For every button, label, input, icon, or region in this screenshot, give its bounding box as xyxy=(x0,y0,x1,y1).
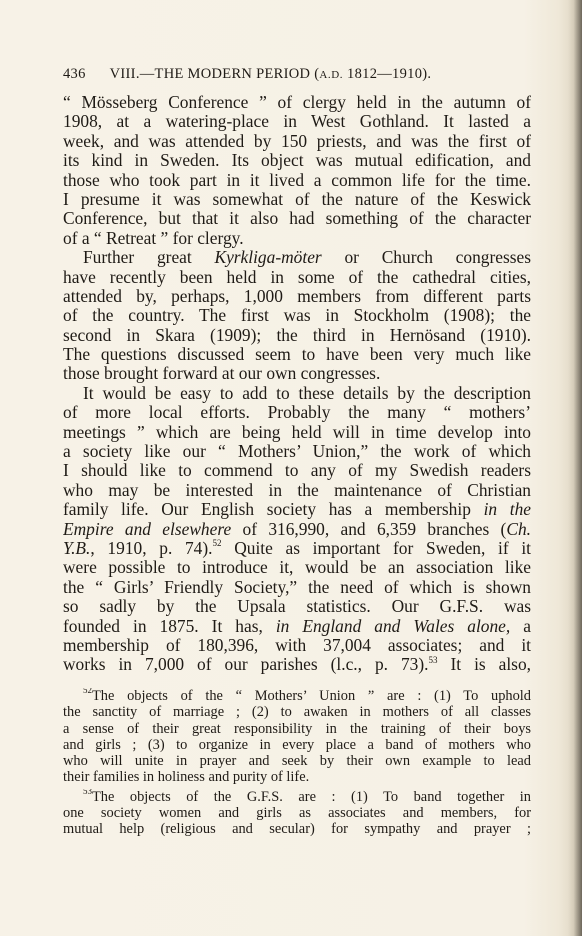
text-line: a society like our “ Mothers’ Union,” the work of which xyxy=(63,442,531,462)
footnote-line: and girls ; (3) to organize in every place a band of mothers who xyxy=(63,736,531,753)
text-line: its kind in Sweden. Its object was mutual edification, and xyxy=(63,151,531,171)
text-line: have recently been held in some of the cathedral cities, xyxy=(63,267,531,287)
page-number: 436 xyxy=(63,66,86,82)
footnote-line: a sense of their great responsibility in the training of their boys xyxy=(63,720,531,737)
text-line: meetings ” which are being held will in time develop into xyxy=(63,422,531,442)
text-line: attended by, perhaps, 1,000 members from different parts xyxy=(63,286,531,306)
text-line: membership of 180,396, with 37,004 associates; and it xyxy=(63,635,531,655)
paragraph xyxy=(63,93,531,248)
text-line: I presume it was somewhat of the nature of the Keswick xyxy=(63,189,531,209)
text-line: week, and was attended by 150 priests, and was the first of xyxy=(63,131,531,151)
text-line: Conference, but that it also had something of the character xyxy=(63,209,531,229)
footnote-line: one society women and girls as associates and members, for xyxy=(63,805,531,822)
footnote-line: $^{52}$The objects of the “ Mothers’ Union ” are : (1) To uphold xyxy=(63,688,531,704)
text-line: were possible to introduce it, would be an association like xyxy=(63,558,531,578)
text-line: of a “ Retreat ” for clergy. xyxy=(63,228,244,248)
paragraph xyxy=(63,384,531,675)
text-line: family life. Our English society has a membership in the xyxy=(63,500,531,520)
text-line: those who took part in it lived a common life for the time. xyxy=(63,170,531,190)
text-line: of more local efforts. Probably the many “ mothers’ xyxy=(63,403,531,423)
page-edge-shadow xyxy=(568,0,582,936)
text-line: The questions discussed seem to have been very much like xyxy=(63,345,531,365)
footnote-line: who will unite in prayer and seek by their own example to lead xyxy=(63,753,531,770)
text-line: “ Mösseberg Conference ” of clergy held in the autumn of xyxy=(63,93,531,112)
footnotes xyxy=(63,688,531,838)
text-line: works in 7,000 of our parishes (l.c., p. 73).$^{53}$ It is also, xyxy=(63,655,531,675)
footnote-marker: 53 xyxy=(83,788,92,796)
text-line: Empire and elsewhere of 316,990, and 6,359 branches (Ch. xyxy=(63,519,531,539)
footnote-52 xyxy=(63,688,531,786)
paragraph xyxy=(63,248,531,384)
text-line: I should like to commend to any of my Swedish readers xyxy=(63,461,531,481)
text-line: so sadly by the Upsala statistics. Our G.F.S. was xyxy=(63,597,531,617)
footnote-line: mutual help (religious and secular) for sympathy and prayer ; xyxy=(63,821,531,838)
text-line: of the country. The first was in Stockholm (1908); the xyxy=(63,306,531,326)
text-line: Further great Kyrkliga-möter or Church congresses xyxy=(83,248,531,268)
footnote-ref-53[interactable]: 53 xyxy=(428,655,438,665)
body-text xyxy=(63,93,531,675)
footnote-marker: 52 xyxy=(83,688,92,696)
footnote-line: the sanctity of marriage ; (2) to awaken in mothers of all classes xyxy=(63,704,531,721)
text-line: 1908, at a watering-place in West Gothland. It lasted a xyxy=(63,112,531,132)
running-head xyxy=(63,66,533,83)
footnote-53 xyxy=(63,789,531,838)
text-line: Y.B., 1910, p. 74).$^{52}$ Quite as important for Sweden, if it xyxy=(63,538,531,558)
footnote-line: their families in holiness and purity of life. xyxy=(63,769,310,786)
text-line: who may be interested in the maintenance of Christian xyxy=(63,480,531,500)
italic-term: Kyrkliga-möter xyxy=(214,248,322,268)
footnote-ref-52[interactable]: 52 xyxy=(212,538,222,549)
text-line: It would be easy to add to these details by the description xyxy=(83,383,531,403)
text-line: founded in 1875. It has, in England and Wales alone, a xyxy=(63,616,531,636)
text-line: those brought forward at our own congresses. xyxy=(63,364,381,384)
text-line: second in Skara (1909); the third in Hernösand (1910). xyxy=(63,325,531,345)
running-title: VIII.—THE MODERN PERIOD (A.D. 1812—1910). xyxy=(109,66,432,82)
footnote-line: $^{53}$The objects of the G.F.S. are : (1) To band together in xyxy=(63,789,531,805)
text-line: the “ Girls’ Friendly Society,” the need of which is shown xyxy=(63,577,531,597)
